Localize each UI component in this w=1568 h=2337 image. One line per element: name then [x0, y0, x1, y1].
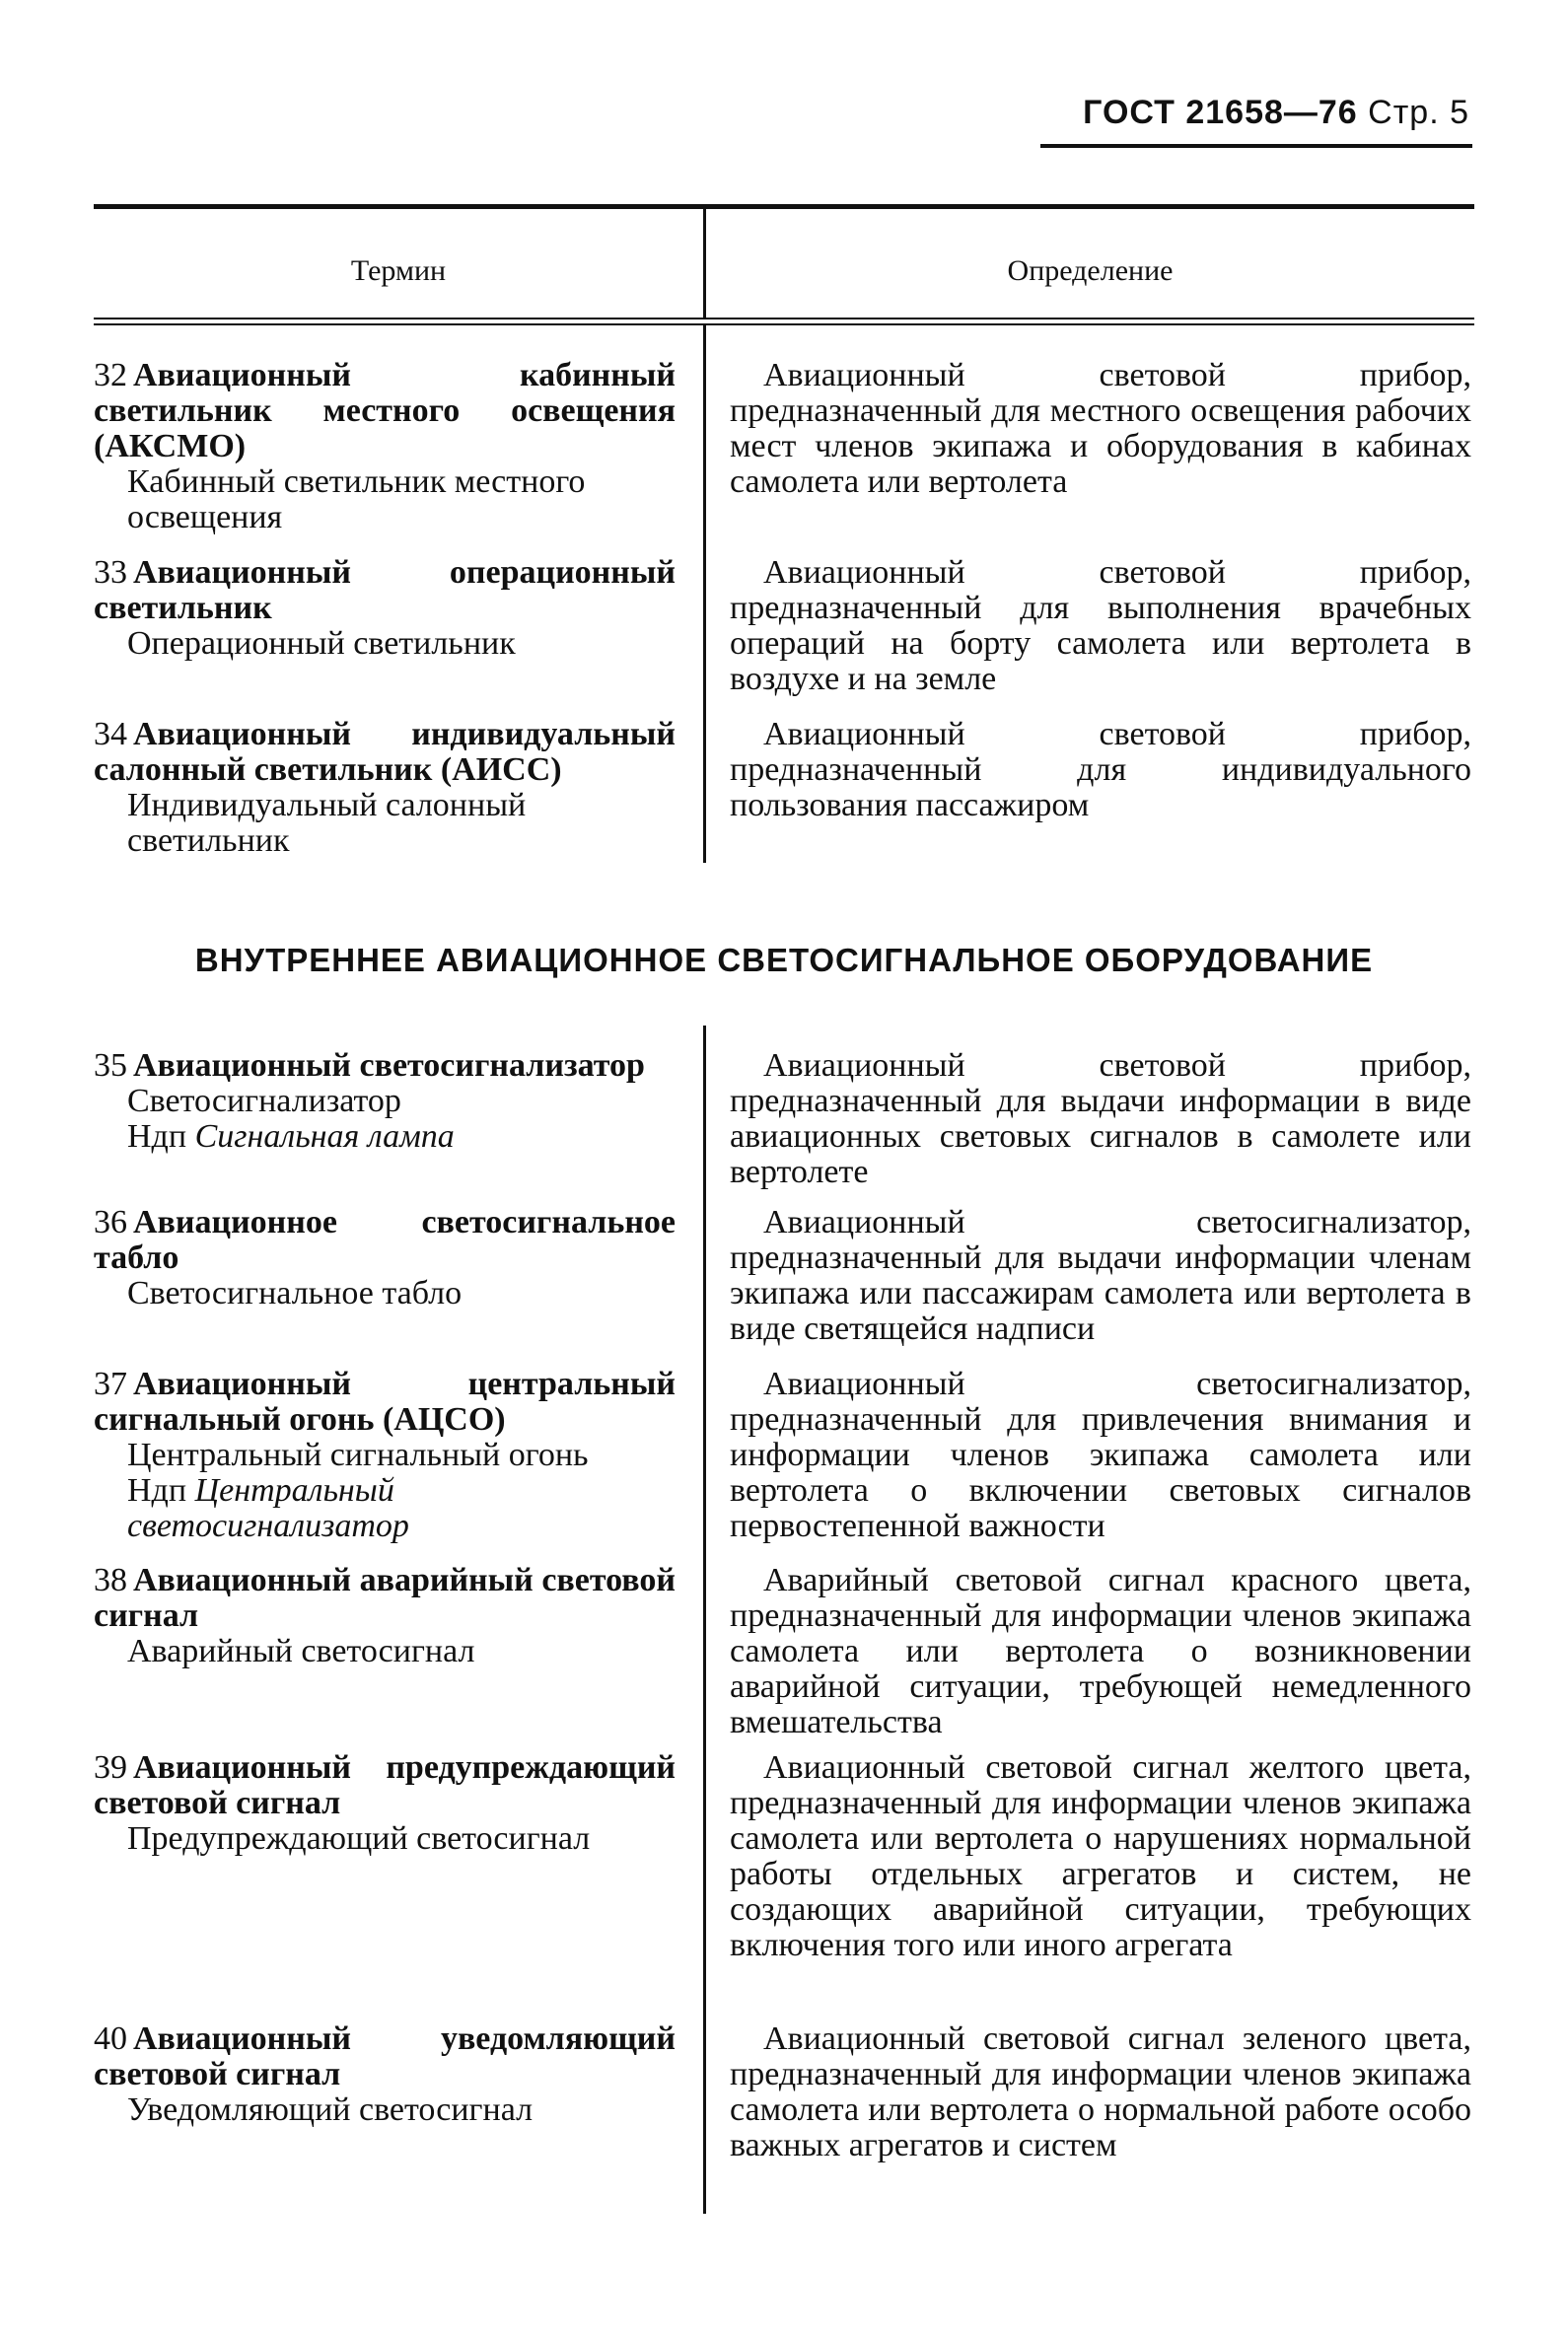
term-cell — [94, 1367, 676, 1544]
term-cell — [94, 2021, 676, 2128]
term-cell — [94, 1563, 676, 1669]
term-heading — [94, 1750, 676, 1821]
page-number: Стр. 5 — [1368, 94, 1469, 131]
term-name: Авиационный светосигнализатор — [133, 1047, 645, 1084]
term-definition: Авиационный светосигнализатор, предназначенный для привлечения внимания и информации членов экипажа самолета или вертолета о включении световых сигналов первостепенной важности — [730, 1366, 1471, 1544]
term-heading — [94, 555, 676, 626]
term-heading — [94, 1205, 676, 1276]
term-name: Авиационный операционный светильник — [94, 554, 676, 626]
term-cell — [94, 1205, 676, 1311]
term-heading — [94, 2021, 676, 2092]
term-definition: Авиационный световой сигнал желтого цвета, предназначенный для информации членов экипажа самолета или вертолета о нарушениях нормальной работы отдельных агрегатов и систем, не создающих аварийной ситуации, требующих включения того или иного агрегата — [730, 1749, 1471, 1963]
term-definition: Авиационный световой прибор, предназначенный для выполнения врачебных операций на борту самолета или вертолета в воздухе и на земле — [730, 554, 1471, 697]
term-synonym: Предупреждающий светосигнал — [127, 1820, 591, 1857]
term-synonym: Кабинный светильник местного освещения — [127, 463, 586, 535]
term-cell — [94, 358, 676, 535]
table-head-rule-double — [94, 323, 1474, 325]
term-cell — [94, 1750, 676, 1857]
term-definition: Авиационный световой прибор, предназначенный для местного освещения рабочих мест членов экипажа и оборудования в кабинах самолета или вертолета — [730, 357, 1471, 500]
document-code: ГОСТ 21658—76 — [1083, 94, 1358, 131]
term-definition: Авиационный световой прибор, предназначенный для выдачи информации в виде авиационных световых сигналов в самолете или вертолете — [730, 1047, 1471, 1190]
column-divider-upper — [703, 325, 706, 863]
term-name: Авиационный центральный сигнальный огонь (АЦСО) — [94, 1366, 676, 1438]
term-heading — [94, 717, 676, 788]
term-definition: Авиационный световой сигнал зеленого цвета, предназначенный для информации членов экипажа самолета или вертолета о нормальной работе особо важных агрегатов и систем — [730, 2020, 1471, 2163]
term-heading — [94, 1048, 676, 1084]
term-synonym: Центральный сигнальный огонь — [127, 1437, 589, 1473]
ndp-label: Ндп — [127, 1472, 187, 1509]
deprecated-term: Центральный светосигнализатор — [127, 1472, 409, 1544]
header-rule — [1040, 144, 1472, 148]
term-deprecated — [94, 1119, 676, 1155]
term-number: 35 — [94, 1047, 127, 1084]
term-number: 36 — [94, 1204, 127, 1240]
term-number: 33 — [94, 554, 127, 591]
term-heading — [94, 1563, 676, 1634]
term-synonym: Операционный светильник — [127, 625, 516, 662]
term-name: Авиационный кабинный светильник местного освещения (АКСМО) — [94, 357, 676, 464]
term-number: 38 — [94, 1562, 127, 1598]
term-name: Авиационный индивидуальный салонный светильник (АИСС) — [94, 716, 676, 788]
column-header-term: Термин — [350, 254, 447, 287]
term-number: 39 — [94, 1749, 127, 1786]
table-head-rule — [94, 318, 1474, 319]
term-name: Авиационный уведомляющий световой сигнал — [94, 2020, 676, 2092]
term-deprecated — [94, 1473, 676, 1544]
term-number: 40 — [94, 2020, 127, 2057]
ndp-label: Ндп — [127, 1118, 187, 1155]
term-definition: Авиационный световой прибор, предназначенный для индивидуального пользования пассажиром — [730, 716, 1471, 823]
term-cell — [94, 555, 676, 662]
table-top-rule — [94, 204, 1474, 209]
term-definition: Авиационный светосигнализатор, предназначенный для выдачи информации членам экипажа или пассажирам самолета или вертолета в виде светящейся надписи — [730, 1204, 1471, 1347]
term-name: Авиационный предупреждающий световой сигнал — [94, 1749, 676, 1821]
term-cell — [94, 717, 676, 859]
term-synonym: Индивидуальный салонный светильник — [127, 787, 527, 859]
column-divider-lower — [703, 1026, 706, 2214]
term-number: 34 — [94, 716, 127, 752]
term-heading — [94, 1367, 676, 1438]
term-name: Авиационный аварийный световой сигнал — [94, 1562, 676, 1634]
column-header-definition: Определение — [1007, 254, 1174, 287]
term-number: 37 — [94, 1366, 127, 1402]
term-number: 32 — [94, 357, 127, 393]
term-synonym: Светосигнализатор — [127, 1083, 401, 1119]
term-synonym: Аварийный светосигнал — [127, 1633, 475, 1669]
section-title: ВНУТРЕННЕЕ АВИАЦИОННОЕ СВЕТОСИГНАЛЬНОЕ ОБОРУДОВАНИЕ — [194, 942, 1374, 978]
term-name: Авиационное светосигнальное табло — [94, 1204, 676, 1276]
term-heading — [94, 358, 676, 464]
term-synonym: Светосигнальное табло — [127, 1275, 463, 1311]
term-synonym: Уведомляющий светосигнал — [127, 2091, 534, 2128]
term-cell — [94, 1048, 676, 1155]
term-definition: Аварийный световой сигнал красного цвета, предназначенный для информации членов экипажа самолета или вертолета о возникновении аварийной ситуации, требующей немедленного вмешательства — [730, 1562, 1471, 1740]
deprecated-term: Сигнальная лампа — [194, 1118, 455, 1155]
page-header — [1040, 94, 1469, 143]
